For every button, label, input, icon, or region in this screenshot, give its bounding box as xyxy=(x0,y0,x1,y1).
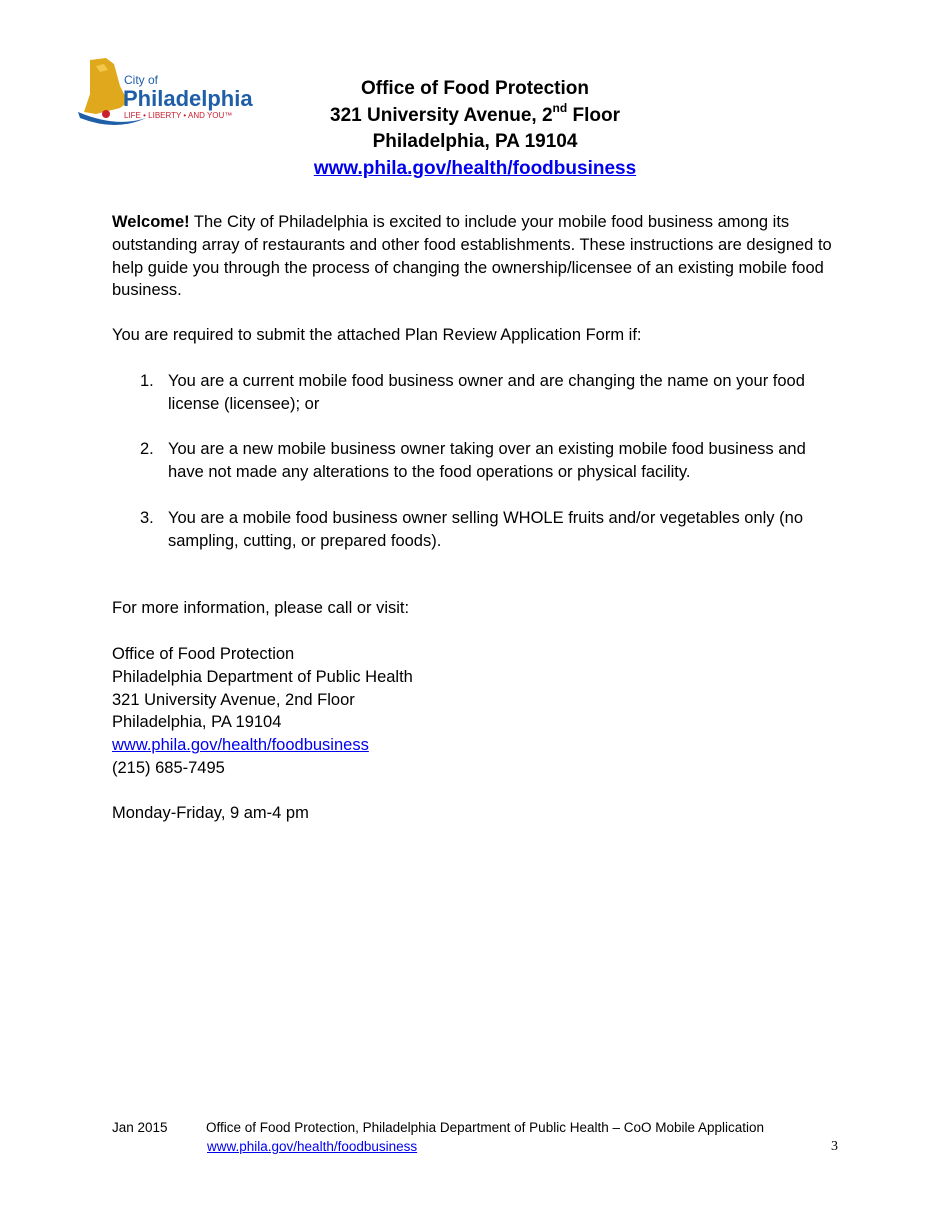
page-header xyxy=(0,76,950,182)
contact-url-link[interactable]: www.phila.gov/health/foodbusiness xyxy=(112,736,369,755)
header-office: Office of Food Protection xyxy=(361,78,589,99)
list-item: 2. You are a new mobile business owner taking over an existing mobile food business and have not made any alterations to the food operations or physical facility. xyxy=(140,440,806,482)
welcome-label: Welcome! xyxy=(112,213,190,231)
footer-url-link[interactable]: www.phila.gov/health/foodbusiness xyxy=(207,1139,418,1154)
logo-tagline: LIFE • LIBERTY • AND YOU™ xyxy=(124,111,233,120)
requirement-text: You are required to submit the attached Plan Review Application Form if: xyxy=(112,326,642,344)
requirement-list xyxy=(112,370,842,575)
logo-philadelphia: Philadelphia xyxy=(123,86,253,111)
contact-office: Office of Food Protection xyxy=(112,645,295,663)
footer-org: Office of Food Protection, Philadelphia Department of Public Health – CoO Mobile Application xyxy=(206,1120,765,1135)
contact-city: Philadelphia, PA 19104 xyxy=(112,713,282,732)
header-city: Philadelphia, PA 19104 xyxy=(372,131,578,152)
contact-street: 321 University Avenue, 2nd Floor xyxy=(112,690,355,709)
intro-text: The City of Philadelphia is excited to include your mobile food business among its outstanding array of restaurants and other food establishments. These instructions are designed to help guide you through the process of changing the ownership/licensee of an existing mobile food business. xyxy=(112,213,832,300)
contact-department: Philadelphia Department of Public Health xyxy=(112,667,413,686)
footer-date: Jan 2015 xyxy=(112,1120,168,1135)
office-hours: Monday-Friday, 9 am-4 pm xyxy=(112,804,309,822)
more-info-text: For more information, please call or visit: xyxy=(112,599,410,617)
contact-block xyxy=(112,643,842,780)
contact-phone: (215) 685-7495 xyxy=(112,758,225,777)
header-address: 321 University Avenue, 2nd Floor xyxy=(330,101,620,126)
page-number: 3 xyxy=(831,1139,838,1154)
header-url-link[interactable]: www.phila.gov/health/foodbusiness xyxy=(313,157,637,179)
logo-city-of: City of xyxy=(124,73,159,87)
intro-paragraph xyxy=(112,211,842,302)
list-item: 3. You are a mobile food business owner selling WHOLE fruits and/or vegetables only (no sampling, cutting, or prepared foods). xyxy=(140,508,803,550)
list-item: 1. You are a current mobile food business owner and are changing the name on your food license (licensee); or xyxy=(140,372,805,413)
